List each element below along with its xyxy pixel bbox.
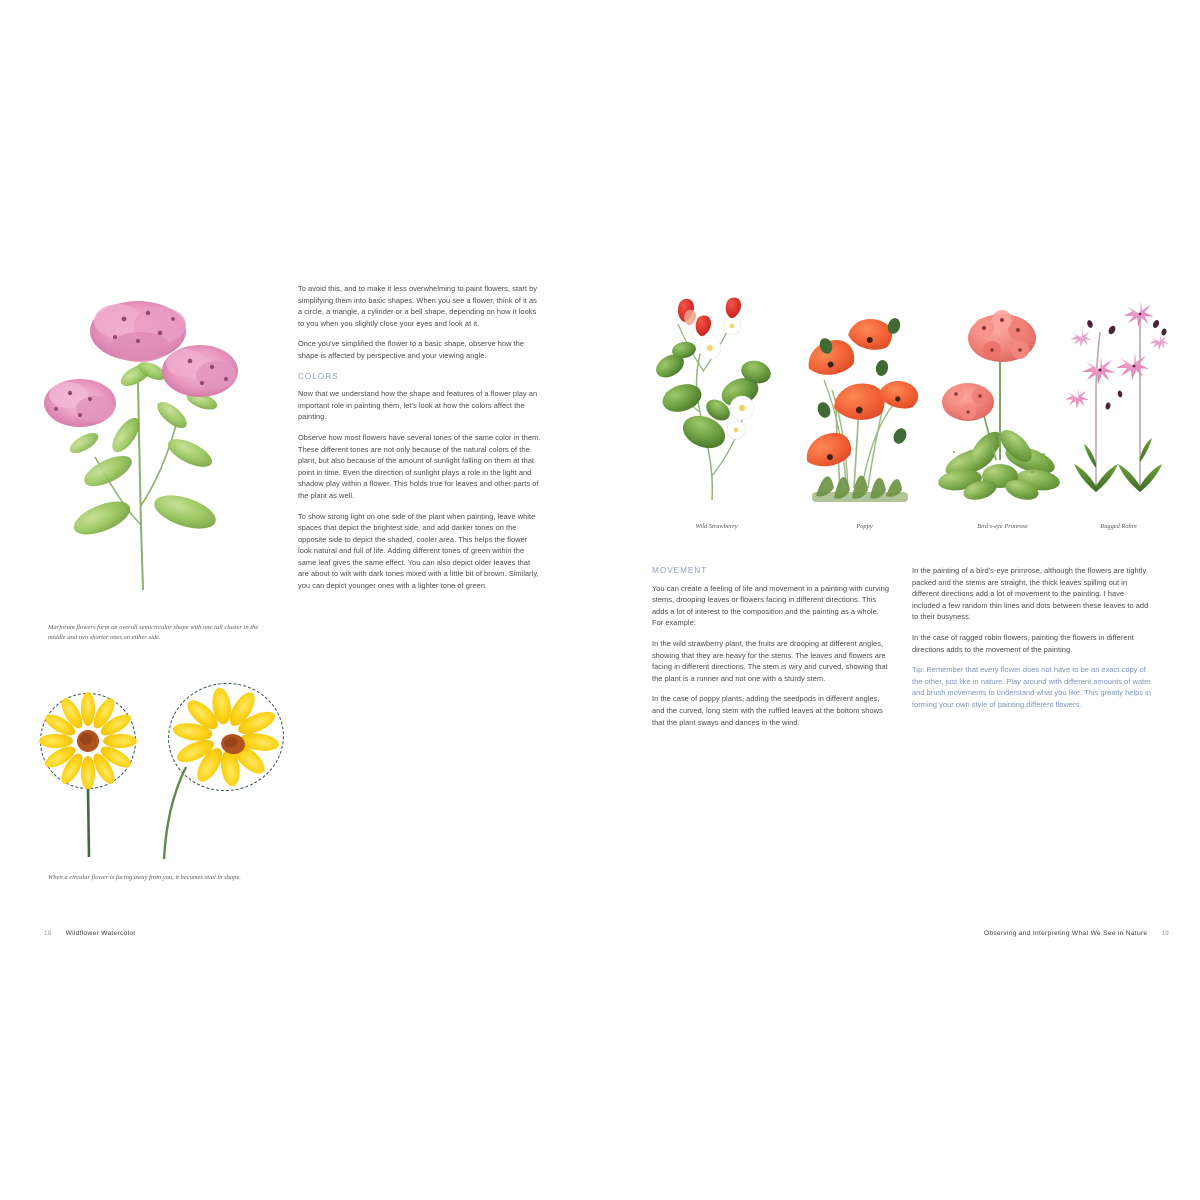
paragraph: You can create a feeling of life and movement in a painting with curving stems, drooping leaves or flowers facing in different directions. This adds a lot of interest to the composition and the painting as a whole. For example: [652, 583, 889, 628]
gallery-label: Bird's-eye Primrose [977, 523, 1028, 530]
plant-gallery [648, 280, 1178, 530]
paragraph: Once you've simplified the flower to a basic shape, observe how the shape is affected by perspective and your viewing angle. [298, 339, 525, 360]
colors-section-heading: COLORS [298, 371, 339, 381]
primrose-svg [940, 280, 1065, 505]
paragraph: To avoid this, and to make it less overwhelming to paint flowers, start by simplifying them into basic shapes. When you see a flower, think of it as a circle, a triangle, a cylinder or a bell shape, depending on how it looks to you when you slightly close your eyes and look at it. [298, 284, 537, 328]
flower-perspective-diagram [36, 675, 296, 865]
gallery-item-poppy [802, 280, 927, 530]
left-page [20, 255, 580, 945]
right-page-footer [984, 930, 1169, 937]
left-text-column [298, 283, 541, 601]
right-text-column-one [652, 565, 892, 737]
right-folio: 19 [1161, 930, 1169, 937]
paragraph: In the case of poppy plants, adding the seedpods in different angles, and the curved, long stem with the ruffled leaves at the bottom shows that the plant sways and dances in the wind. [652, 694, 883, 727]
left-folio: 18 [44, 930, 52, 937]
paragraph: Now that we understand how the shape and features of a flower play an important role in painting them, let's look at how the colors affect the painting. [298, 389, 538, 422]
left-footer-title: Wildflower Watercolor [65, 930, 136, 937]
tip-paragraph: Tip: Remember that every flower does not have to be an exact copy of the other, just like in nature. Play around with different amounts of water and brush movements to understand what you like. This greatly helps in forming your own style of painting different flowers. [912, 665, 1152, 709]
gallery-item-wild-strawberry [654, 280, 779, 530]
wild-strawberry-illustration [654, 280, 779, 505]
gallery-item-birds-eye-primrose [940, 280, 1065, 530]
ragged-robin-illustration [1056, 280, 1181, 505]
paragraph: To show strong light on one side of the plant when painting, leave white spaces that depict the brightest side, and add darker tones on the opposite side to depict the shaded, cooler area. This helps the flower look natural and full of life. Adding different tones of green within the same leaf gives the same effect. You can also depict older leaves that are about to wilt with dark tones mixed with a little bit of brown. Similarly, you can depict younger ones with a lighter tone of green. [298, 511, 539, 591]
gallery-item-ragged-robin [1056, 280, 1181, 530]
paragraph: In the wild strawberry plant, the fruits are drooping at different angles, showing that they are heavy for the stems. The leaves and flowers are facing in different directions. The stem is wiry and curved, showing that the plant is a runner and not one with a sturdy stem. [652, 638, 888, 683]
paragraph: Observe how most flowers have several tones of the same color in them. These different tones are not only because of the natural colors of the plant, but also because of the amount of sunlight falling on them at that point in time. Even the direction of sunlight plays a role in the light and shadow play within a flower. This holds true for leaves and other parts of the plant as well. [298, 432, 541, 500]
birds-eye-primrose-illustration [940, 280, 1065, 505]
marjoram-svg [40, 275, 270, 595]
paragraph: In the painting of a bird's-eye primrose, although the flowers are tightly packed and the stems are straight, the thick leaves spilling out in different directions add a lot of movement to the painting. I have included a few random thin lines and dots between these leaves to add to their busyness. [912, 566, 1149, 622]
poppy-illustration [802, 280, 927, 505]
right-footer-title: Observing and Interpreting What We See in Nature [983, 930, 1148, 937]
wild-strawberry-svg [654, 280, 779, 505]
perspective-flowers-svg [36, 675, 296, 865]
left-page-footer [44, 930, 136, 937]
right-page [640, 255, 1185, 945]
movement-section-heading: MOVEMENT [652, 566, 708, 575]
left-illustration-column [30, 275, 280, 881]
poppy-svg [802, 280, 927, 505]
gallery-label: Poppy [856, 523, 873, 530]
paragraph: In the case of ragged robin flowers, painting the flowers in different directions adds to the movement of the painting. [912, 632, 1134, 654]
gallery-label: Ragged Robin [1100, 523, 1137, 530]
marjoram-caption: Marjoram flowers form an overall semicircular shape with one tall cluster in the middle and two shorter ones on either side. [48, 624, 259, 641]
perspective-caption: When a circular flower is facing away from you, it becomes oval in shape. [48, 874, 241, 881]
gallery-label: Wild Strawberry [695, 523, 738, 530]
marjoram-illustration [40, 275, 270, 595]
right-text-column-two [912, 565, 1152, 720]
ragged-robin-svg [1056, 280, 1181, 505]
